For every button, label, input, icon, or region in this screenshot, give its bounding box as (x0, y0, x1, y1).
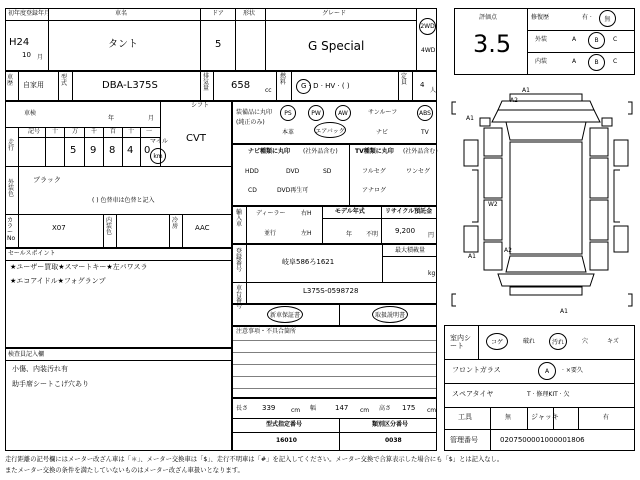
tv-types-note: (社外品含む) (403, 148, 438, 155)
capacity: 4 (420, 81, 425, 89)
windshield-options: · ×要久 (562, 367, 583, 374)
grade: G Special (308, 39, 365, 53)
door-label: ドア (212, 10, 224, 17)
manual-circle: 取扱説明書 (372, 306, 408, 323)
seat-koge-circle: コゲ (486, 333, 508, 350)
color-no: X07 (52, 224, 66, 232)
width-label: 幅 (310, 405, 317, 412)
doors: 5 (215, 39, 222, 50)
import-label: 輸入車 (236, 209, 243, 228)
load-label: 最大積載量 (395, 247, 426, 254)
seat-ana: 穴 (582, 338, 589, 345)
mileage-label: 走行 (8, 139, 15, 152)
first-reg-month: 10 (22, 51, 31, 59)
diagram-a1-low: A1 (468, 253, 476, 260)
abs-circle: ABS (417, 105, 433, 121)
damage-diagram (444, 80, 640, 325)
recycle-value: 9,200 (395, 227, 416, 235)
chassis-label: 車台番号 (236, 285, 243, 310)
length-cm: cm (291, 407, 301, 414)
inspector-line-1: 小傷、内装汚れ有 (12, 365, 68, 373)
navi-dvd: DVD (286, 168, 300, 175)
import-dealer: ディーラー (256, 210, 286, 217)
interior-a: A (572, 58, 577, 65)
import-right: 右H (301, 210, 312, 217)
tv-analog: アナログ (362, 187, 387, 194)
import-parallel: 並行 (264, 230, 277, 237)
digit-header-100: 百 (110, 128, 117, 135)
notes-label: 注意事項・不具合箇所 (236, 328, 297, 335)
tv-fullseg: フルセグ (362, 168, 386, 175)
sales-points-label: セールスポイント (8, 250, 56, 257)
height-label: 高さ (379, 405, 392, 412)
diagram-a1-rear: A1 (560, 308, 568, 315)
new-car-warranty-circle: 新車保証書 (267, 306, 303, 323)
interior-color-label: 内装色 (106, 217, 113, 236)
exterior-b-circle: B (588, 32, 605, 49)
fuel-options: G · D · HV · ( ) (301, 82, 350, 90)
sales-point-line-1: ★ユーザー買取★スマートキー★左パワスラ (10, 263, 148, 271)
import-left: 左H (301, 230, 312, 237)
exterior-c: C (613, 36, 618, 43)
ac-label: 冷房 (172, 217, 179, 230)
mileage-digit-1: 5 (70, 145, 77, 156)
class-no: 0038 (385, 437, 402, 444)
seat-kizu: キズ (607, 338, 619, 345)
spare-label: スペアタイヤ (452, 390, 494, 398)
jack-label: ジャッキ (531, 413, 559, 421)
capacity-unit: 人 (430, 87, 437, 94)
category: 自家用 (23, 81, 44, 89)
sales-point-line-2: ★エコアイドル★フォグランプ (10, 277, 106, 285)
mgmt-label: 管理番号 (450, 436, 478, 444)
cc-unit: cc (265, 87, 272, 94)
inspection-month: 月 (148, 115, 155, 122)
navi-types-note: (社外品含む) (303, 148, 338, 155)
length: 339 (262, 404, 276, 412)
digit-header-10: 十 (128, 128, 135, 135)
interior-c: C (613, 58, 618, 65)
digit-header-10k: 万 (72, 128, 79, 135)
length-label: 長さ (236, 405, 249, 412)
tv-oneseg: ワンセグ (406, 168, 431, 175)
seat-yabure: 破れ (523, 338, 536, 345)
aw-circle: AW (335, 105, 351, 121)
inspector-box (5, 348, 232, 451)
navi: ナビ (376, 129, 389, 136)
grade-label: グレード (322, 10, 347, 17)
footer-line-1: 走行距離の記号欄にはメーター改ざん車は「＊」、メーター交換車は「$」、走行不明車は「#」を記入してください。メーター交換で合算表示した場合にも「$」とは記入なし。 (5, 456, 504, 463)
seat-yogore-circle: 汚れ (549, 333, 567, 350)
diagram-a2: A2 (510, 97, 518, 104)
exterior-label: 外装 (535, 36, 548, 43)
exterior-color-label: 外装色 (8, 179, 15, 198)
mileage-digit-5: 0 (144, 145, 151, 156)
diagram-w2: W2 (488, 201, 498, 208)
repair-selected-circle: 無 (599, 10, 616, 27)
equipment-sub-label: (純正のみ) (236, 119, 265, 126)
shift-label: シフト (191, 102, 210, 109)
chassis-value: L375S-0598728 (303, 287, 359, 295)
equipment-label: 装備品に丸印 (236, 109, 273, 116)
recycle-label: リサイクル預託金 (385, 208, 433, 215)
width: 147 (335, 404, 349, 412)
score-label: 評価点 (479, 14, 498, 21)
car-name-label: 車名 (115, 10, 128, 17)
spare-options: T · 修理KIT · 欠 (527, 391, 570, 398)
repair-label: 修復歴 (531, 14, 550, 21)
navi-hdd: HDD (245, 168, 259, 175)
first-reg-label: 初年度登録年月 (8, 10, 51, 17)
height-cm: cm (427, 407, 437, 414)
interior-label: 内装 (535, 58, 548, 65)
diagram-a2-low: A2 (504, 247, 512, 254)
fuel-label: 燃料 (280, 73, 287, 86)
tools-label: 工具 (458, 413, 472, 421)
shape-label: 形状 (243, 10, 256, 17)
exterior-a: A (572, 36, 577, 43)
mileage-digit-2: 9 (90, 145, 97, 156)
exterior-color-note: ( ) 色替車は色替と記入 (92, 197, 155, 204)
displacement-label: 排気量 (203, 73, 210, 92)
displacement: 658 (231, 80, 251, 91)
navi-cd: CD (248, 187, 257, 194)
footer-line-2: またメーター交換の条件を満たしていないものはメーター改ざん車扱いとなります。 (5, 467, 244, 474)
drive-2wd-circle: 2WD (419, 18, 436, 35)
model-year-label: モデル年式 (335, 208, 365, 215)
exterior-color: ブラック (33, 176, 61, 184)
first-reg-era: H24 (9, 37, 30, 48)
seat-label: 室内シート (450, 334, 471, 351)
model-year-unknown: 不明 (366, 231, 379, 238)
leather: 本革 (282, 129, 295, 136)
car-name: タント (108, 39, 138, 50)
load-kg: kg (428, 270, 436, 277)
recycle-yen: 円 (428, 232, 435, 239)
ac-value: AAC (195, 224, 210, 232)
color-no-label: カラーNo (7, 217, 16, 242)
tools-value: 無 (505, 414, 512, 421)
repair-options: 有 · (582, 14, 592, 21)
width-cm: cm (360, 407, 370, 414)
diagram-a1-top: A1 (522, 87, 530, 94)
registration-value: 岐阜586ろ1621 (282, 258, 335, 266)
airbag-circle: エアバック (314, 122, 346, 138)
mile-label: マイル (150, 138, 168, 145)
mileage-digit-3: 8 (109, 145, 116, 156)
pw-circle: PW (308, 105, 324, 121)
mileage-digit-4: 4 (127, 145, 134, 156)
navi-types-label: ナビ種類に丸印 (248, 148, 291, 155)
model-year-year: 年 (346, 231, 353, 238)
digit-header-sign: 記号 (28, 128, 41, 135)
model: DBA-L375S (102, 80, 158, 91)
type-no: 16010 (276, 437, 297, 444)
navi-sd: SD (323, 168, 332, 175)
capacity-label: 定員 (401, 73, 408, 86)
class-no-label: 類別区分番号 (372, 421, 409, 428)
km-circle: km (150, 148, 166, 164)
windshield-a-circle: A (538, 362, 556, 380)
tv-types-label: TV種類に丸印 (355, 148, 394, 155)
inspection-label: 車検 (24, 110, 37, 117)
digit-header-1: 一 (146, 128, 153, 135)
inspection-year: 年 (108, 115, 115, 122)
mgmt-no: 0207500001000001806 (500, 436, 585, 444)
tv: TV (421, 129, 429, 136)
diagram-a1-side: A1 (466, 115, 474, 122)
category-label: 車歴 (7, 74, 14, 87)
type-no-label: 型式指定番号 (266, 421, 303, 428)
drive-4wd: 4WD (421, 47, 436, 54)
ps-circle: PS (280, 105, 296, 121)
digit-header-100k: 十 (52, 128, 59, 135)
type-label: 型式 (61, 74, 68, 87)
navi-dvd-play: DVD再生可 (277, 187, 309, 194)
inspector-line-2: 助手席シートこげ穴あり (12, 380, 89, 388)
score: 3.5 (473, 30, 512, 58)
digit-header-1k: 千 (91, 128, 98, 135)
shift-value: CVT (186, 133, 206, 144)
row2-table (5, 71, 437, 101)
month-unit: 月 (37, 54, 44, 61)
registration-label: 登録番号 (236, 248, 243, 273)
jack-value: 有 (603, 414, 610, 421)
height: 175 (402, 404, 416, 412)
windshield-label: フロントガラス (452, 366, 501, 374)
sunroof: サンルーフ (368, 109, 398, 116)
interior-b-circle: B (588, 54, 605, 71)
inspector-label: 検査員記入欄 (8, 351, 45, 358)
